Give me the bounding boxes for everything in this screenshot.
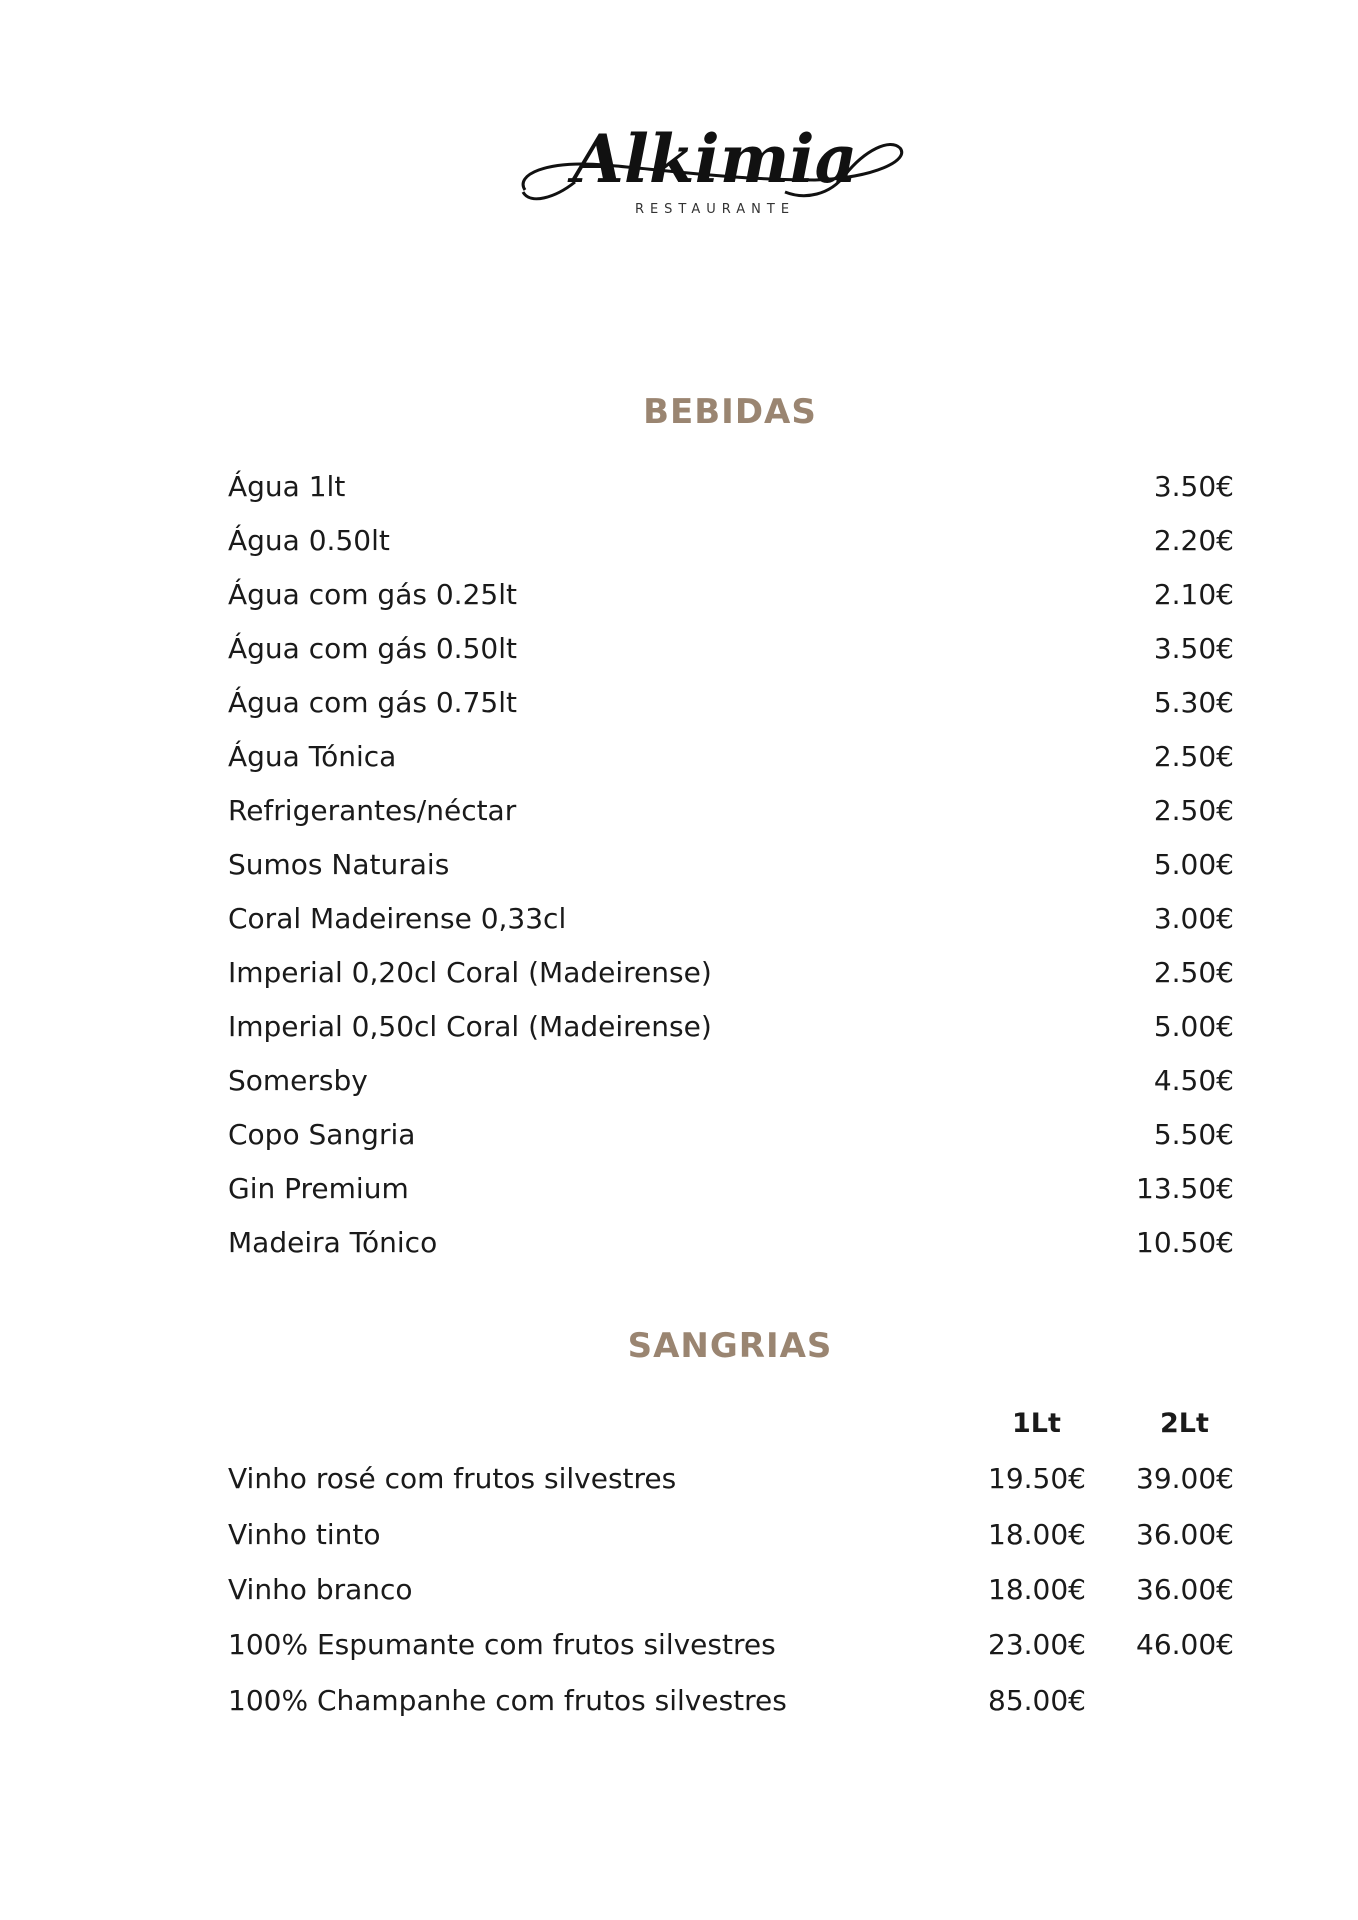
item-name: Sumos Naturais (228, 848, 450, 881)
list-item (228, 524, 1234, 564)
list-item (228, 1628, 1234, 1670)
item-name: Somersby (228, 1064, 368, 1097)
list-item (228, 1573, 1234, 1615)
item-price-2lt: 46.00€ (1136, 1628, 1234, 1661)
item-name: Água 0.50lt (228, 524, 390, 557)
item-name: Vinho tinto (228, 1518, 381, 1551)
column-header-2lt: 2Lt (1160, 1408, 1209, 1439)
item-price: 5.00€ (1153, 848, 1234, 881)
item-name: Água com gás 0.50lt (228, 632, 517, 665)
column-header-1lt: 1Lt (1012, 1408, 1061, 1439)
item-name: 100% Champanhe com frutos silvestres (228, 1684, 787, 1717)
item-price: 10.50€ (1136, 1226, 1234, 1259)
list-item (228, 578, 1234, 618)
item-name: 100% Espumante com frutos silvestres (228, 1628, 776, 1661)
item-name: Água Tónica (228, 740, 397, 773)
list-item (228, 632, 1234, 672)
item-price-1lt: 18.00€ (988, 1573, 1086, 1606)
item-name: Vinho branco (228, 1573, 413, 1606)
item-price-2lt: 36.00€ (1136, 1518, 1234, 1551)
item-price: 5.30€ (1153, 686, 1234, 719)
list-item (228, 740, 1234, 780)
list-item (228, 902, 1234, 942)
list-item (228, 1462, 1234, 1504)
list-item (228, 1172, 1234, 1212)
list-item (228, 848, 1234, 888)
item-name: Vinho rosé com frutos silvestres (228, 1462, 677, 1495)
item-name: Água com gás 0.75lt (228, 686, 517, 719)
item-price: 4.50€ (1153, 1064, 1234, 1097)
list-item (228, 1226, 1234, 1266)
list-item (228, 794, 1234, 834)
item-price-1lt: 18.00€ (988, 1518, 1086, 1551)
brand-subtitle: RESTAURANTE (634, 202, 796, 217)
item-price: 5.00€ (1153, 1010, 1234, 1043)
item-name: Coral Madeirense 0,33cl (228, 902, 567, 935)
item-price: 3.00€ (1153, 902, 1234, 935)
item-price: 3.50€ (1153, 632, 1234, 665)
list-item (228, 470, 1234, 510)
item-price: 2.50€ (1153, 794, 1234, 827)
item-price: 5.50€ (1153, 1118, 1234, 1151)
item-price-1lt: 19.50€ (988, 1462, 1086, 1495)
item-name: Gin Premium (228, 1172, 409, 1205)
item-price: 3.50€ (1153, 470, 1234, 503)
list-item (228, 686, 1234, 726)
item-name: Água 1lt (228, 470, 346, 503)
item-price: 2.50€ (1153, 956, 1234, 989)
brand-name: Alkimia (572, 120, 858, 198)
item-price: 2.20€ (1153, 524, 1234, 557)
item-price: 2.10€ (1153, 578, 1234, 611)
item-price: 2.50€ (1153, 740, 1234, 773)
item-name: Madeira Tónico (228, 1226, 438, 1259)
item-price-2lt: 36.00€ (1136, 1573, 1234, 1606)
list-item (228, 1518, 1234, 1560)
section-title-bebidas: BEBIDAS (643, 392, 817, 432)
item-price: 13.50€ (1136, 1172, 1234, 1205)
list-item (228, 956, 1234, 996)
list-item (228, 1010, 1234, 1050)
item-name: Refrigerantes/néctar (228, 794, 517, 827)
item-name: Imperial 0,50cl Coral (Madeirense) (228, 1010, 712, 1043)
list-item (228, 1064, 1234, 1104)
item-price-1lt: 23.00€ (988, 1628, 1086, 1661)
item-name: Água com gás 0.25lt (228, 578, 517, 611)
section-title-sangrias: SANGRIAS (627, 1326, 833, 1366)
list-item (228, 1118, 1234, 1158)
list-item (228, 1684, 1234, 1726)
item-price-2lt: 39.00€ (1136, 1462, 1234, 1495)
item-name: Copo Sangria (228, 1118, 416, 1151)
item-name: Imperial 0,20cl Coral (Madeirense) (228, 956, 712, 989)
item-price-1lt: 85.00€ (988, 1684, 1086, 1717)
